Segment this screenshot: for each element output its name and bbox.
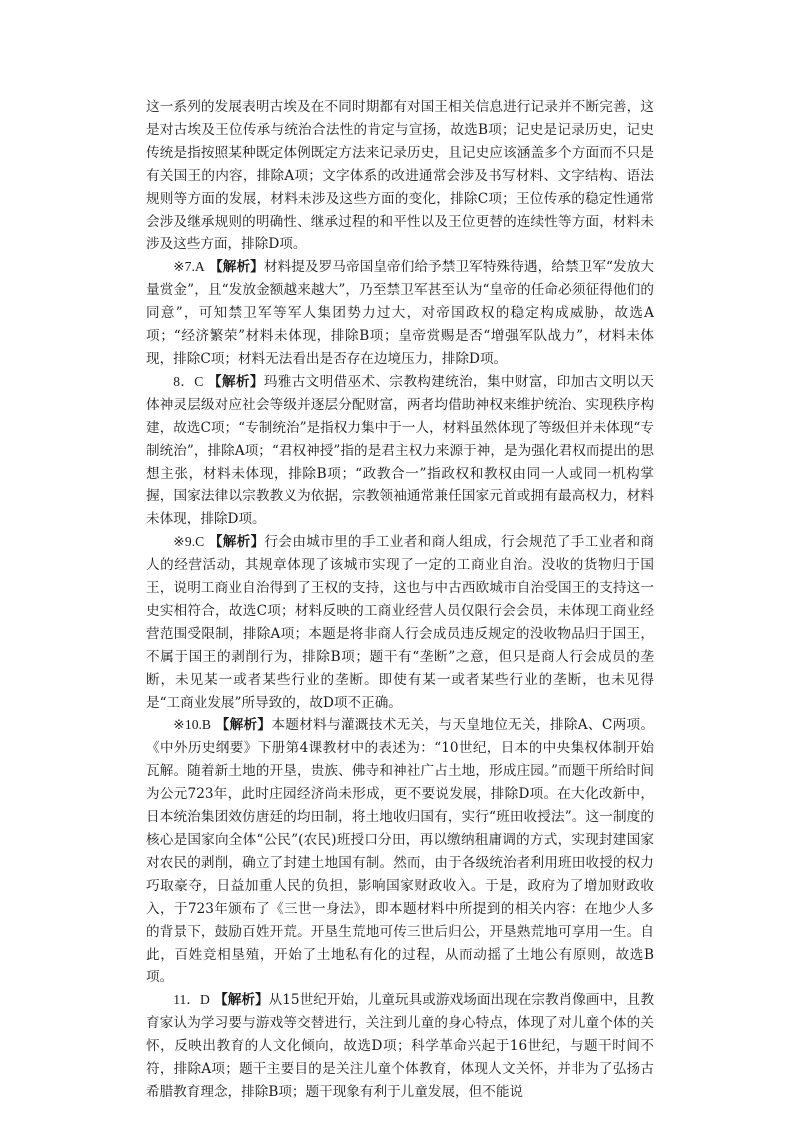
paragraph-text: 本题材料与灌溉技术无关，与天皇地位无关，排除A、C两项。《中外历史纲要》下册第4课教材中的表述为：“10世纪，日本的中央集权体制开始瓦解。随着新土地的开垦，贵族、佛寺和神社广占土地，形成庄园。”而题干所给时间为公元723年，此时庄园经济尚未形成，更不要说发展，排除D项。在大化改新中，日本统治集团效仿唐廷的均田制，将土地收归国有，实行“班田收授法”。这一制度的核心是国家向全体“公民”(农民)班授口分田，再以缴纳租庸调的方式，实现封建国家对农民的剥削，确立了封建土地国有制。然而，由于各级统治者利用班田收授的权力巧取豪夺，日益加重人民的负担，影响国家财政收入。于是，政府为了增加财政收入，于723年颁布了《三世一身法》，即本题材料中所提到的相关内容：在地少人多的背景下，鼓励百姓开荒。开垦生荒地可传三世后归公，开垦熟荒地可享用一生。自此，百姓竞相垦殖，开始了土地私有化的过程，从而动摇了土地公有原则，故选B项。 [146,717,655,986]
paragraph-text: 行会由城市里的手工业者和商人组成，行会规范了手工业者和商人的经营活动，其规章体现了该城市实现了一定的工商业自治。没收的货物归于国王，说明工商业自治得到了王权的支持，这也与中古西欧城市自治受国王的支持这一史实相符合，故选C项；材料反映的工商业经营人员仅限行会会员，未体现工商业经营范围受限制，排除A项；本题是将非商人行会成员违反规定的没收物品归于国王，不属于国王的剥削行为，排除B项；题干有“垄断”之意，但只是商人行会成员的垄断，未见某一或者某些行业的垄断。即使有某一或者某些行业的垄断，也未见得是“工商业发展”所导致的，故D项不正确。 [146,534,654,711]
analysis-tag: 【解析】 [208,373,264,390]
analysis-tag: 【解析】 [209,259,264,276]
answer-paragraph-8 [146,371,654,531]
paragraph-text: 材料提及罗马帝国皇帝们给予禁卫军特殊待遇，给禁卫军“发放大量赏金”，且“发放金额越来越大”，乃至禁卫军甚至认为“皇帝的任命必须征得他们的同意”，可知禁卫军等军人集团势力过大，对帝国政权的稳定构成威胁，故选A项；“经济繁荣”材料未体现，排除B项；皇帝赏赐是否“增强军队战力”，材料未体现，排除C项；材料无法看出是否存在边境压力，排除D项。 [146,259,655,367]
paragraph-text: 这一系列的发展表明古埃及在不同时期都有对国王相关信息进行记录并不断完善，这是对古埃及王位传承与统治合法性的肯定与宣扬，故选B项；记史是记录历史，记史传统是指按照某种既定体例既定方法来记录历史，且记史应该涵盖多个方面而不只是有关国王的内容，排除A项；文字体系的改进通常会涉及书写材料、文字结构、语法规则等方面的发展，材料未涉及这些方面的变化，排除C项；王位传承的稳定性通常会涉及继承规则的明确性、继承过程的和平性以及王位更替的连续性等方面，材料未涉及这些方面，排除D项。 [146,99,654,253]
answer-paragraph-7 [146,256,654,371]
analysis-tag: 【解析】 [214,992,269,1009]
question-number: ※9.C [173,534,205,550]
document-page [146,96,654,1104]
paragraph-continued [146,96,654,256]
answer-paragraph-10 [146,714,654,989]
answer-paragraph-11 [146,989,654,1104]
paragraph-text: 玛雅古文明借巫术、宗教构建统治，集中财富，印加古文明以天体神灵层级对应社会等级并逐层分配财富，两者均借助神权来维护统治、实现秩序构建，故选C项；“专制统治”是指权力集中于一人，材料虽然体现了等级但并未体现“专制统治”，排除A项；“君权神授”指的是君主权力来源于神，是为强化君权而提出的思想主张，材料未体现，排除B项；“政教合一”指政权和教权由同一人或同一机构掌握，国家法律以宗教教义为依据，宗教领袖通常兼任国家元首或拥有最高权力，材料未体现，排除D项。 [146,373,655,528]
paragraph-text: 从15世纪开始，儿童玩具或游戏场面出现在宗教肖像画中，且教育家认为学习要与游戏等交替进行，关注到儿童的身心特点，体现了对儿童个体的关怀，反映出教育的人文化倾向，故选D项；科学革命兴起于16世纪，与题干时间不符，排除A项；题干主要目的是关注儿童个体教育，体现人文关怀，并非为了弘扬古希腊教育理念，排除B项；题干现象有利于儿童发展，但不能说 [146,992,655,1100]
answer-paragraph-9 [146,531,654,714]
question-number: 11．D [173,992,210,1008]
question-number: ※10.B [173,717,211,733]
question-number: ※7.A [173,259,205,275]
question-number: 8．C [173,373,204,389]
analysis-tag: 【解析】 [208,534,265,551]
analysis-tag: 【解析】 [215,717,272,734]
